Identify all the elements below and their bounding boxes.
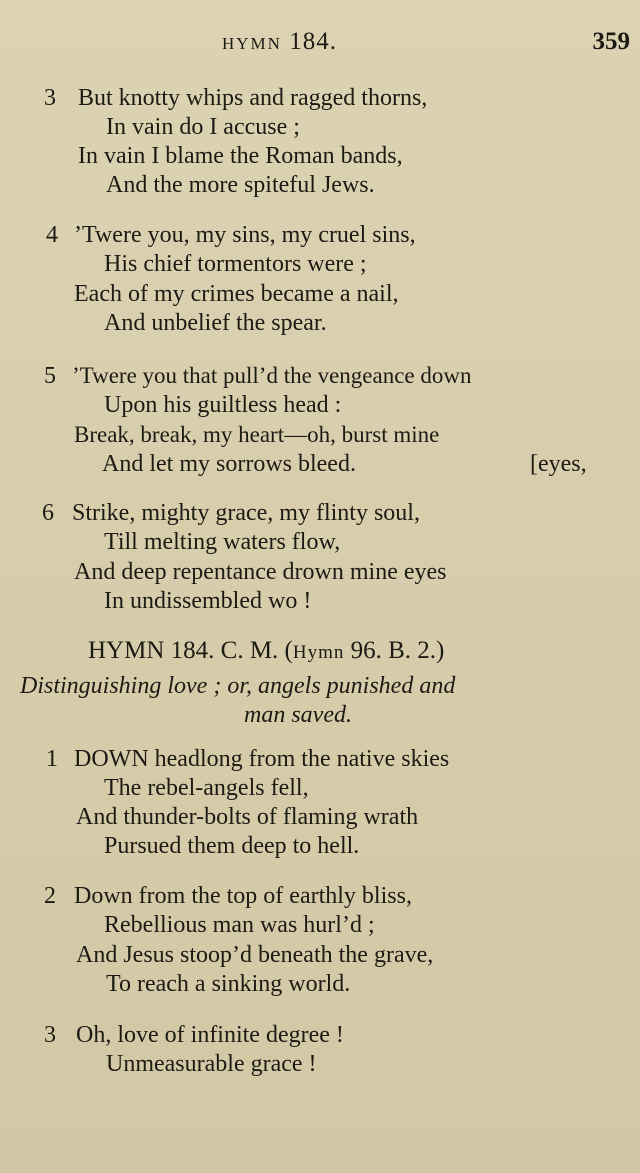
running-title-number: 184. — [289, 28, 337, 55]
running-head — [0, 28, 640, 62]
verse-line: Unmeasurable grace ! — [106, 1051, 317, 1077]
verse-line: And deep repentance drown mine eyes — [74, 559, 447, 585]
stanza-number: 6 — [42, 500, 54, 526]
verse-line: Break, break, my heart—oh, burst mine — [74, 422, 440, 447]
hymn-heading — [88, 637, 444, 665]
hymn-heading-main: HYMN 184. C. M. — [88, 637, 279, 664]
hymn-heading-ref-word: Hymn — [292, 642, 345, 663]
verse-line: And Jesus stoop’d beneath the grave, — [76, 942, 434, 968]
verse-line: And thunder-bolts of flaming wrath — [76, 804, 419, 830]
verse-line: ’Twere you, my sins, my cruel sins, — [74, 222, 416, 248]
verse-line: His chief tormentors were ; — [104, 251, 367, 277]
verse-line: And let my sorrows bleed. — [102, 451, 356, 477]
page-number: 359 — [592, 28, 630, 55]
verse-line: Pursued them deep to hell. — [104, 833, 360, 859]
verse-line: ’Twere you that pull’d the vengeance down — [72, 363, 472, 388]
verse-line: The rebel-angels fell, — [104, 775, 309, 801]
verse-line: And unbelief the spear. — [104, 310, 327, 336]
hymn-heading-ref-rest: 96. B. 2.) — [350, 637, 445, 664]
verse-line: And the more spiteful Jews. — [106, 172, 375, 198]
stanza-number: 3 — [44, 1022, 56, 1048]
turnover-word: [eyes, — [530, 451, 587, 477]
verse-line: In vain do I accuse ; — [106, 114, 300, 140]
verse-line: Rebellious man was hurl’d ; — [104, 912, 375, 938]
verse-line: In undissembled wo ! — [104, 588, 312, 614]
verse-line: Upon his guiltless head : — [104, 392, 342, 418]
verse-line: DOWN headlong from the native skies — [74, 746, 450, 772]
stanza-number: 1 — [46, 746, 58, 772]
verse-line: But knotty whips and ragged thorns, — [78, 85, 428, 111]
verse-line: Strike, mighty grace, my flinty soul, — [72, 500, 420, 526]
stanza-number: 4 — [46, 222, 58, 248]
running-title-word: HYMN — [222, 34, 282, 53]
verse-line: Each of my crimes became a nail, — [74, 281, 399, 307]
running-title — [222, 28, 337, 56]
stanza-number: 3 — [44, 85, 56, 111]
hymn-heading-ref-open: ( — [284, 637, 293, 664]
stanza-number: 5 — [44, 363, 56, 389]
verse-line: Oh, love of infinite degree ! — [76, 1022, 344, 1048]
hymn-subtitle-line2: man saved. — [244, 702, 352, 728]
verse-line: Till melting waters flow, — [104, 529, 341, 555]
stanza-number: 2 — [44, 883, 56, 909]
hymn-subtitle-line1: Distinguishing love ; or, angels punished and — [20, 673, 456, 699]
verse-line: To reach a sinking world. — [106, 971, 351, 997]
verse-line: Down from the top of earthly bliss, — [74, 883, 412, 909]
verse-line: In vain I blame the Roman bands, — [78, 143, 403, 169]
